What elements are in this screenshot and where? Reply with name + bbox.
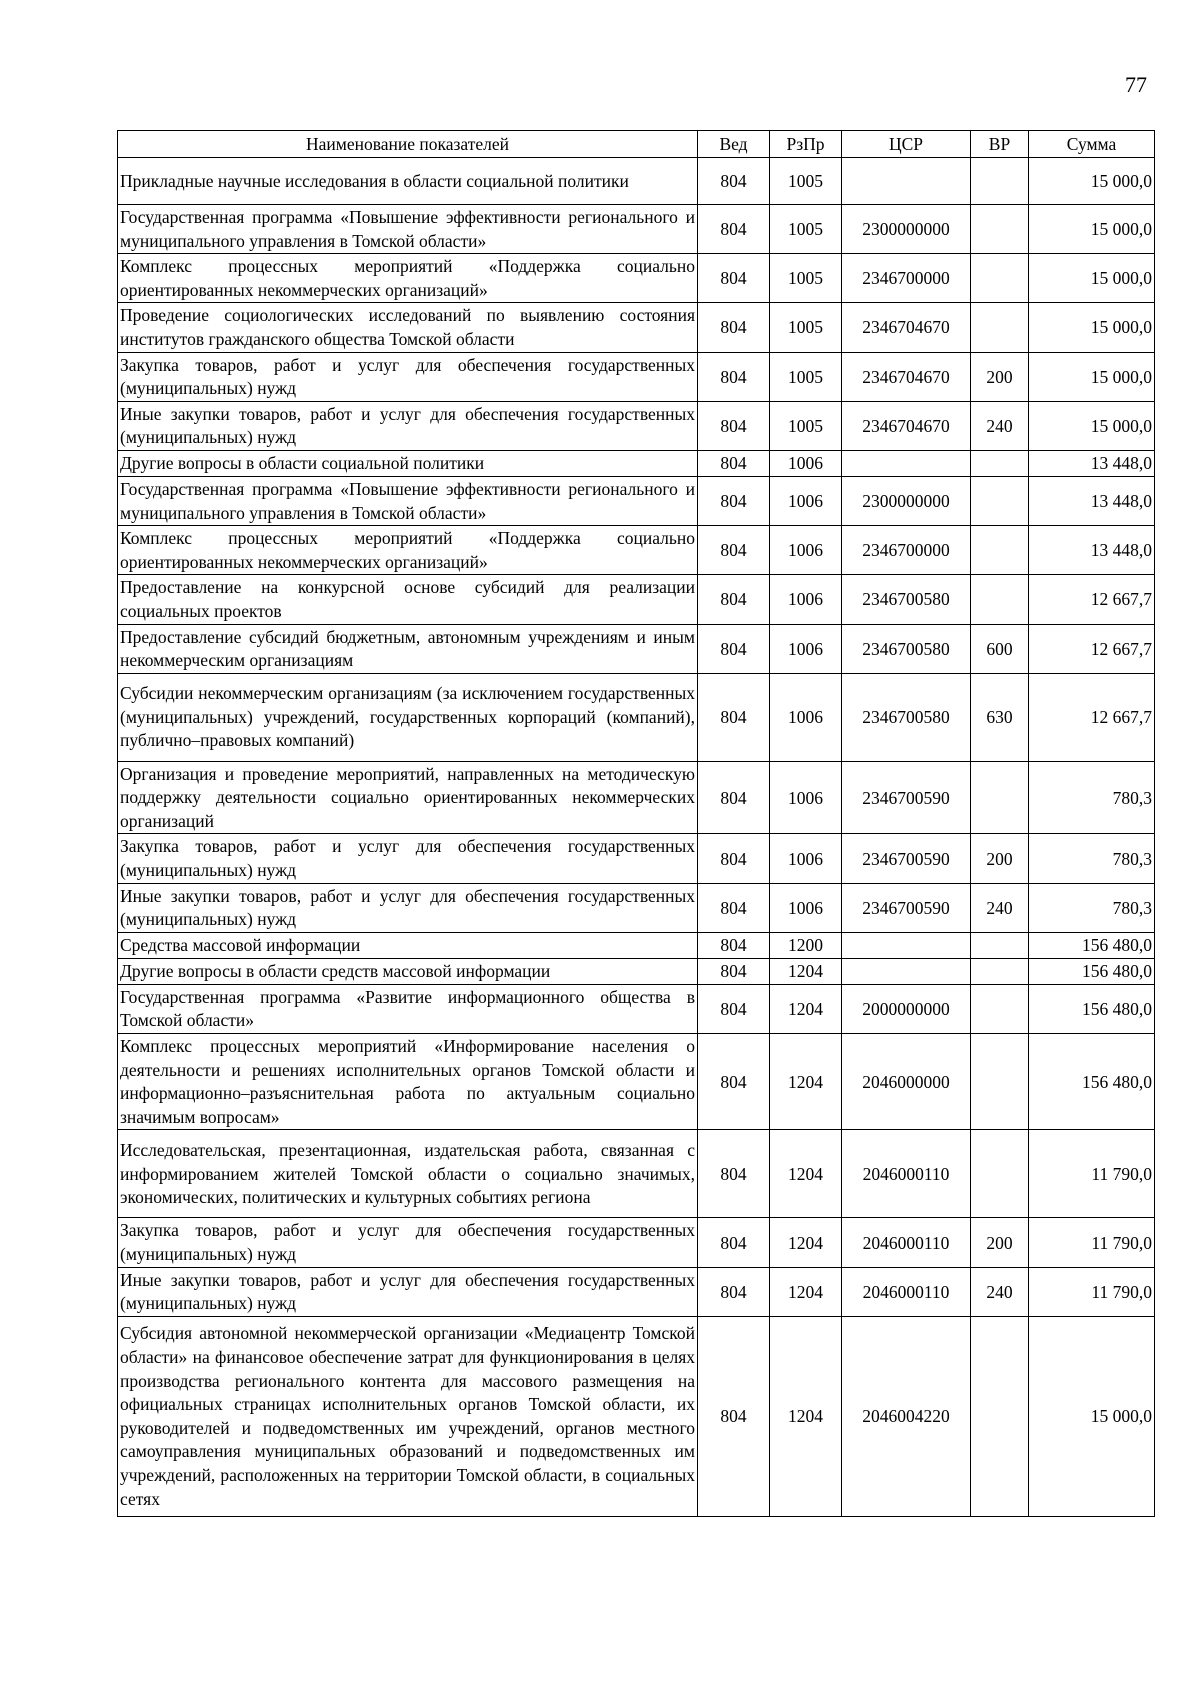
table-row [118,401,1155,450]
table-row [118,254,1155,303]
row-sum: 15 000,0 [1029,303,1155,352]
row-vr: 630 [971,673,1029,761]
row-ved: 804 [698,254,770,303]
row-csr: 2046004220 [842,1316,971,1516]
row-ved: 804 [698,476,770,525]
row-vr [971,476,1029,525]
row-vr [971,932,1029,958]
table-row [118,476,1155,525]
row-rzpr: 1006 [770,834,842,883]
table-row [118,883,1155,932]
row-rzpr: 1005 [770,254,842,303]
row-csr: 2346700580 [842,673,971,761]
row-vr: 240 [971,401,1029,450]
header-sum: Сумма [1029,131,1155,158]
row-sum: 13 448,0 [1029,476,1155,525]
row-name: Государственная программа «Повышение эффективности регионального и муниципального управления в Томской области» [118,476,698,525]
row-name: Прикладные научные исследования в области социальной политики [118,158,698,205]
row-rzpr: 1005 [770,352,842,401]
row-rzpr: 1005 [770,303,842,352]
table-header-row [118,131,1155,158]
row-ved: 804 [698,1316,770,1516]
row-csr [842,932,971,958]
header-ved: Вед [698,131,770,158]
row-vr [971,984,1029,1033]
row-ved: 804 [698,883,770,932]
row-ved: 804 [698,303,770,352]
row-rzpr: 1204 [770,984,842,1033]
row-ved: 804 [698,526,770,575]
row-name: Комплекс процессных мероприятий «Поддержка социально ориентированных некоммерческих организаций» [118,254,698,303]
row-ved: 804 [698,673,770,761]
row-sum: 15 000,0 [1029,352,1155,401]
row-vr [971,958,1029,984]
header-rzpr: РзПр [770,131,842,158]
row-name: Комплекс процессных мероприятий «Информирование населения о деятельности и решениях исполнительных органов Томской области и информационно–разъяснительная работа по актуальным социально значимым вопросам» [118,1034,698,1130]
header-name: Наименование показателей [118,131,698,158]
row-vr: 600 [971,624,1029,673]
row-csr [842,450,971,476]
row-rzpr: 1204 [770,1034,842,1130]
row-ved: 804 [698,205,770,254]
row-rzpr: 1204 [770,1267,842,1316]
header-csr: ЦСР [842,131,971,158]
row-ved: 804 [698,158,770,205]
row-csr [842,958,971,984]
row-csr: 2046000000 [842,1034,971,1130]
row-ved: 804 [698,624,770,673]
row-sum: 13 448,0 [1029,526,1155,575]
row-name: Предоставление на конкурсной основе субсидий для реализации социальных проектов [118,575,698,624]
row-ved: 804 [698,450,770,476]
table-row [118,575,1155,624]
table-row [118,1316,1155,1516]
row-ved: 804 [698,1130,770,1218]
row-csr: 2346704670 [842,303,971,352]
table-row [118,673,1155,761]
row-sum: 156 480,0 [1029,932,1155,958]
table-row [118,1267,1155,1316]
row-rzpr: 1204 [770,1218,842,1267]
row-name: Предоставление субсидий бюджетным, автономным учреждениям и иным некоммерческим организациям [118,624,698,673]
row-rzpr: 1006 [770,624,842,673]
table-row [118,1218,1155,1267]
row-rzpr: 1006 [770,526,842,575]
row-name: Иные закупки товаров, работ и услуг для обеспечения государственных (муниципальных) нужд [118,401,698,450]
row-vr: 240 [971,883,1029,932]
row-rzpr: 1204 [770,1316,842,1516]
row-name: Комплекс процессных мероприятий «Поддержка социально ориентированных некоммерческих организаций» [118,526,698,575]
row-csr: 2300000000 [842,476,971,525]
row-csr: 2046000110 [842,1130,971,1218]
row-sum: 12 667,7 [1029,673,1155,761]
row-sum: 11 790,0 [1029,1130,1155,1218]
table-row [118,352,1155,401]
row-rzpr: 1005 [770,158,842,205]
row-csr: 2046000110 [842,1267,971,1316]
row-vr: 200 [971,1218,1029,1267]
row-sum: 11 790,0 [1029,1218,1155,1267]
row-name: Исследовательская, презентационная, издательская работа, связанная с информированием жителей Томской области о социально значимых, экономических, политических и культурных событиях региона [118,1130,698,1218]
row-sum: 13 448,0 [1029,450,1155,476]
table-row [118,205,1155,254]
row-name: Закупка товаров, работ и услуг для обеспечения государственных (муниципальных) нужд [118,834,698,883]
row-csr: 2346700590 [842,883,971,932]
row-vr [971,1130,1029,1218]
table-row [118,158,1155,205]
table-row [118,624,1155,673]
row-vr [971,526,1029,575]
row-ved: 804 [698,352,770,401]
row-name: Средства массовой информации [118,932,698,958]
budget-table [117,130,1155,1517]
row-vr [971,1034,1029,1130]
row-csr: 2346700580 [842,575,971,624]
row-csr: 2046000110 [842,1218,971,1267]
row-name: Закупка товаров, работ и услуг для обеспечения государственных (муниципальных) нужд [118,1218,698,1267]
table-row [118,526,1155,575]
row-ved: 804 [698,401,770,450]
row-name: Проведение социологических исследований по выявлению состояния институтов гражданского общества Томской области [118,303,698,352]
row-csr: 2346700590 [842,834,971,883]
row-csr: 2346700000 [842,254,971,303]
table-row [118,303,1155,352]
row-ved: 804 [698,1218,770,1267]
table-row [118,1034,1155,1130]
row-vr: 200 [971,352,1029,401]
row-ved: 804 [698,834,770,883]
row-vr [971,303,1029,352]
row-rzpr: 1006 [770,883,842,932]
row-name: Иные закупки товаров, работ и услуг для обеспечения государственных (муниципальных) нужд [118,1267,698,1316]
row-csr: 2346700590 [842,761,971,834]
row-sum: 12 667,7 [1029,624,1155,673]
row-ved: 804 [698,1034,770,1130]
row-sum: 15 000,0 [1029,254,1155,303]
row-vr [971,1316,1029,1516]
header-vr: ВР [971,131,1029,158]
row-name: Иные закупки товаров, работ и услуг для обеспечения государственных (муниципальных) нужд [118,883,698,932]
table-row [118,958,1155,984]
row-sum: 780,3 [1029,834,1155,883]
row-sum: 156 480,0 [1029,984,1155,1033]
row-sum: 780,3 [1029,761,1155,834]
table-row [118,1130,1155,1218]
row-rzpr: 1006 [770,450,842,476]
row-rzpr: 1006 [770,761,842,834]
row-vr [971,761,1029,834]
row-sum: 12 667,7 [1029,575,1155,624]
row-ved: 804 [698,575,770,624]
row-csr: 2300000000 [842,205,971,254]
row-rzpr: 1006 [770,476,842,525]
row-sum: 780,3 [1029,883,1155,932]
row-rzpr: 1005 [770,205,842,254]
table-row [118,761,1155,834]
row-name: Государственная программа «Повышение эффективности регионального и муниципального управления в Томской области» [118,205,698,254]
row-vr [971,158,1029,205]
row-sum: 15 000,0 [1029,205,1155,254]
row-ved: 804 [698,1267,770,1316]
table-row [118,984,1155,1033]
row-csr: 2346700580 [842,624,971,673]
row-sum: 15 000,0 [1029,158,1155,205]
row-ved: 804 [698,958,770,984]
row-ved: 804 [698,761,770,834]
table-row [118,834,1155,883]
row-name: Субсидия автономной некоммерческой организации «Медиацентр Томской области» на финансовое обеспечение затрат для функционирования в целях производства регионального контента для массового размещения на официальных страницах исполнительных органов Томской области, их руководителей и подведомственных им учреждений, органов местного самоуправления муниципальных образований и подведомственных им учреждений, расположенных на территории Томской области, в социальных сетях [118,1316,698,1516]
row-rzpr: 1204 [770,1130,842,1218]
row-rzpr: 1204 [770,958,842,984]
row-sum: 15 000,0 [1029,401,1155,450]
row-name: Закупка товаров, работ и услуг для обеспечения государственных (муниципальных) нужд [118,352,698,401]
row-name: Другие вопросы в области средств массовой информации [118,958,698,984]
row-csr: 2346704670 [842,401,971,450]
row-csr: 2346704670 [842,352,971,401]
table-body [118,158,1155,1517]
table-row [118,450,1155,476]
row-name: Субсидии некоммерческим организациям (за исключением государственных (муниципальных) учреждений, государственных корпораций (компаний), публично–правовых компаний) [118,673,698,761]
row-sum: 156 480,0 [1029,958,1155,984]
row-rzpr: 1200 [770,932,842,958]
page-number: 77 [1125,72,1147,97]
row-name: Государственная программа «Развитие информационного общества в Томской области» [118,984,698,1033]
table-row [118,932,1155,958]
row-csr [842,158,971,205]
row-rzpr: 1006 [770,575,842,624]
row-csr: 2346700000 [842,526,971,575]
row-rzpr: 1006 [770,673,842,761]
row-vr [971,205,1029,254]
row-vr: 240 [971,1267,1029,1316]
row-name: Организация и проведение мероприятий, направленных на методическую поддержку деятельности социально ориентированных некоммерческих организаций [118,761,698,834]
row-ved: 804 [698,932,770,958]
row-vr [971,450,1029,476]
row-sum: 11 790,0 [1029,1267,1155,1316]
row-rzpr: 1005 [770,401,842,450]
row-vr: 200 [971,834,1029,883]
row-name: Другие вопросы в области социальной политики [118,450,698,476]
row-vr [971,254,1029,303]
row-sum: 156 480,0 [1029,1034,1155,1130]
row-sum: 15 000,0 [1029,1316,1155,1516]
row-vr [971,575,1029,624]
row-ved: 804 [698,984,770,1033]
row-csr: 2000000000 [842,984,971,1033]
